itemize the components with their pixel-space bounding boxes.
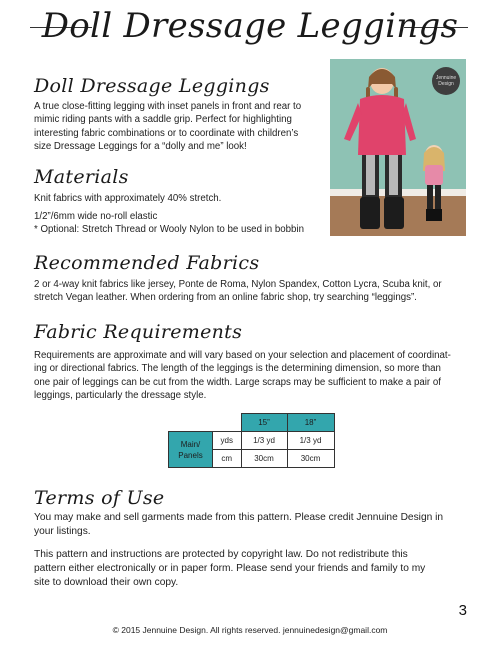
recommended-line: 2 or 4-way knit fabrics like jersey, Ponte de Roma, Nylon Spandex, Cotton Lycra, Scuba knit, or: [34, 279, 442, 290]
intro-line: A true close-fitting legging with inset panels in front and rear to: [34, 101, 302, 112]
requirements-line: ing or directional fabrics. The length of the leggings is the determining dimension, so more than: [34, 363, 441, 375]
copyright-footer: © 2015 Jennuine Design. All rights reserved. jennuinedesign@gmail.com: [112, 625, 388, 635]
materials-item-optional: * Optional: Stretch Thread or Wooly Nylon to be used in bobbin: [34, 224, 304, 235]
terms-para-2: [34, 548, 425, 590]
intro-line: size Dressage Leggings for a “dolly and me” look!: [34, 140, 247, 152]
terms-line: This pattern and instructions are protected by copyright law. Do not redistribute this: [34, 549, 408, 560]
terms-line: your listings.: [34, 526, 91, 537]
table-unit-cm: cm: [213, 450, 242, 468]
terms-line: pattern either electronically or in paper form. Please send your friends and family to my: [34, 563, 426, 574]
row-label-line: Panels: [178, 450, 203, 460]
requirements-heading: Fabric Requirements: [34, 321, 243, 343]
table-cell: 1/3 yd: [287, 432, 334, 450]
table-unit-yds: yds: [213, 432, 242, 450]
table-cell: 1/3 yd: [241, 432, 287, 450]
table-cell: 30cm: [287, 450, 334, 468]
intro-text: [34, 100, 301, 153]
table-cell: 30cm: [241, 450, 287, 468]
page-number: 3: [458, 602, 467, 619]
intro-line: interesting fabric combinations or to coordinate with children’s: [34, 127, 299, 139]
terms-para-1: [34, 511, 443, 539]
terms-line: site to download their own copy.: [34, 577, 179, 588]
intro-line: mimic riding pants with a saddle grip. Perfect for highlighting: [34, 114, 292, 126]
recommended-line: stretch Vegan leather. When ordering from an online fabric shop, try searching “leggings”.: [34, 292, 417, 304]
table-header-15: 15”: [241, 414, 287, 432]
requirements-line: leggings, particularly the dressage style.: [34, 389, 207, 401]
fabric-requirements-table: [168, 413, 335, 468]
materials-heading: Materials: [34, 166, 129, 188]
brand-logo-badge: [432, 67, 460, 95]
materials-item-fabric: Knit fabrics with approximately 40% stretch.: [34, 193, 222, 204]
intro-heading: Doll Dressage Leggings: [34, 75, 270, 97]
terms-heading: Terms of Use: [34, 487, 165, 509]
recommended-heading: Recommended Fabrics: [34, 252, 260, 274]
row-label-line: Main/: [180, 439, 201, 449]
table-blank-cell: [169, 414, 213, 432]
table-header-18: 18”: [287, 414, 334, 432]
table-blank-cell: [213, 414, 242, 432]
table-row-label: [169, 432, 213, 468]
recommended-text: [34, 278, 442, 305]
girl-and-doll-photo: [330, 59, 466, 236]
terms-line: You may make and sell garments made from this pattern. Please credit Jennuine Design in: [34, 512, 444, 523]
requirements-text: [34, 349, 451, 402]
badge-text: Jennuine Design: [435, 75, 457, 87]
requirements-line: Requirements are approximate and will vary based on your selection and placement of coordinat-: [34, 350, 451, 361]
requirements-line: one pair of leggings can be cut from the width. Large scraps may be sufficient to make a pair of: [34, 376, 441, 388]
materials-item-elastic: 1/2”/6mm wide no-roll elastic: [34, 211, 158, 222]
page-title: Doll Dressage Leggings: [41, 6, 459, 46]
